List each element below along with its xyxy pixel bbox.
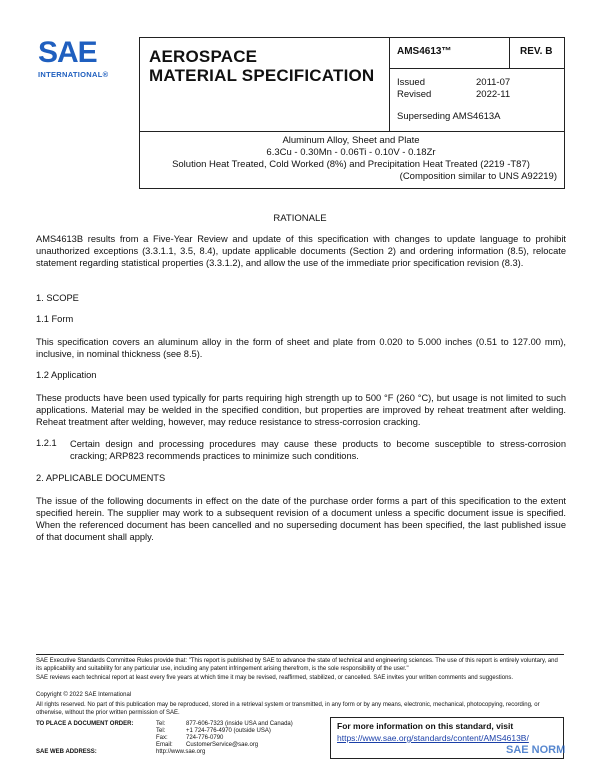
section-1-1-heading: 1.1 Form [36,314,74,324]
footer-rules-text: SAE Executive Standards Committee Rules provide that: "This report is published by SAE to advance the state of technical and engineering sciences. The use of this report is entirely voluntary, and its applicability and suitability for any particular use, including any patent infringement arising therefrom, is the sole responsibility of the user." [36,658,558,672]
order-contact-block [36,721,295,756]
subject-line2: 6.3Cu - 0.30Mn - 0.06Ti - 0.10V - 0.18Zr [266,147,436,158]
title-line1: AEROSPACE [149,47,258,66]
watermark-logo: SAE NORM [506,744,566,756]
section-1-2-1-text: Certain design and processing procedures may cause these products to become susceptible to stress-corrosion cracking; ARP823 recommends practices to minimize such conditions. [70,439,566,461]
fax-label: Fax: [156,735,168,741]
rationale-text: AMS4613B results from a Five-Year Review and update of this specification with changes to update language to prohibit unauthorized exceptions (3.3.1.1, 3.5, 8.4), update applicable documents (Section 2) and ordering information (8.5), relocate statement regarding statistical properties (3.3.1.2), and allow the use of the immediate prior specification revision (8.3). [36,234,566,268]
email-link[interactable]: CustomerService@sae.org [186,742,259,748]
section-1-heading: 1. SCOPE [36,293,79,303]
section-1-2-1-number: 1.2.1 [36,438,57,448]
email-label: Email: [156,742,173,748]
subject-block [141,135,561,183]
tel-value: 877-606-7323 (inside USA and Canada) [186,721,293,727]
section-1-2-text: These products have been used typically for parts requiring high strength up to 500 °F (260 °C), but usage is not limited to such applications. Material may be welded in the specified condition, but properties are improved by reheat treatment after welding. Reheat treatment after welding, however, may reduce resistance to stress-corrosion cracking. [36,393,566,427]
order-label: TO PLACE A DOCUMENT ORDER: [36,721,134,727]
sae-logo [38,38,128,86]
section-1-2-heading: 1.2 Application [36,370,97,380]
superseding-note: Superseding AMS4613A [397,111,501,122]
subject-line1: Aluminum Alloy, Sheet and Plate [282,135,420,146]
issued-date: 2011-07 [476,77,511,88]
tel-label: Tel: [156,721,166,727]
tel2-value: +1 724-776-4970 (outside USA) [186,728,271,734]
footer-copyright: Copyright © 2022 SAE International [36,692,132,698]
footer-review-text: SAE reviews each technical report at least every five years at which time it may be revised, reaffirmed, stabilized, or cancelled. SAE invites your written comments and suggestions. [36,675,514,681]
section-1-1-text: This specification covers an aluminum alloy in the form of sheet and plate from 0.020 to 5.000 inches (0.51 to 127.00 mm), inclusive, in nominal thickness (see 8.5). [36,337,566,359]
logo-main-text: SAE [38,36,97,69]
more-info-text: For more information on this standard, visit [337,721,514,731]
fax-value: 724-776-0790 [186,735,224,741]
title-line2: MATERIAL SPECIFICATION [149,66,375,85]
document-number: AMS4613™ [397,46,452,57]
subject-line4: (Composition similar to UNS A92219) [399,171,557,182]
web-label: SAE WEB ADDRESS: [36,749,97,755]
footer-rights-text: All rights reserved. No part of this publication may be reproduced, stored in a retrieval system or transmitted, in any form or by any means, electronic, mechanical, photocopying, recording, or otherwise, without the prior written permission of SAE. [36,702,540,716]
section-2-heading: 2. APPLICABLE DOCUMENTS [36,473,166,483]
issued-label: Issued [397,77,425,88]
revised-label: Revised [397,89,432,100]
standard-url-link[interactable]: https://www.sae.org/standards/content/AMS4613B/ [337,733,529,743]
tel2-label: Tel: [156,728,166,734]
section-2-text: The issue of the following documents in effect on the date of the purchase order forms a part of this specification to the extent specified herein. The supplier may work to a subsequent revision of a document unless a specific document issue is specified. When the referenced document has been cancelled and no superseding document has been specified, the last published issue of that document shall apply. [36,496,566,542]
document-type-title [149,47,374,85]
web-link[interactable]: http://www.sae.org [156,749,206,755]
rationale-heading: RATIONALE [273,213,327,224]
logo-sub-text: INTERNATIONAL® [38,70,109,79]
footer-rule [36,654,564,655]
subject-line3: Solution Heat Treated, Cold Worked (8%) and Precipitation Heat Treated (2219 -T87) [172,159,530,170]
revision-label: REV. B [520,46,553,57]
revised-date: 2022-11 [476,89,511,100]
